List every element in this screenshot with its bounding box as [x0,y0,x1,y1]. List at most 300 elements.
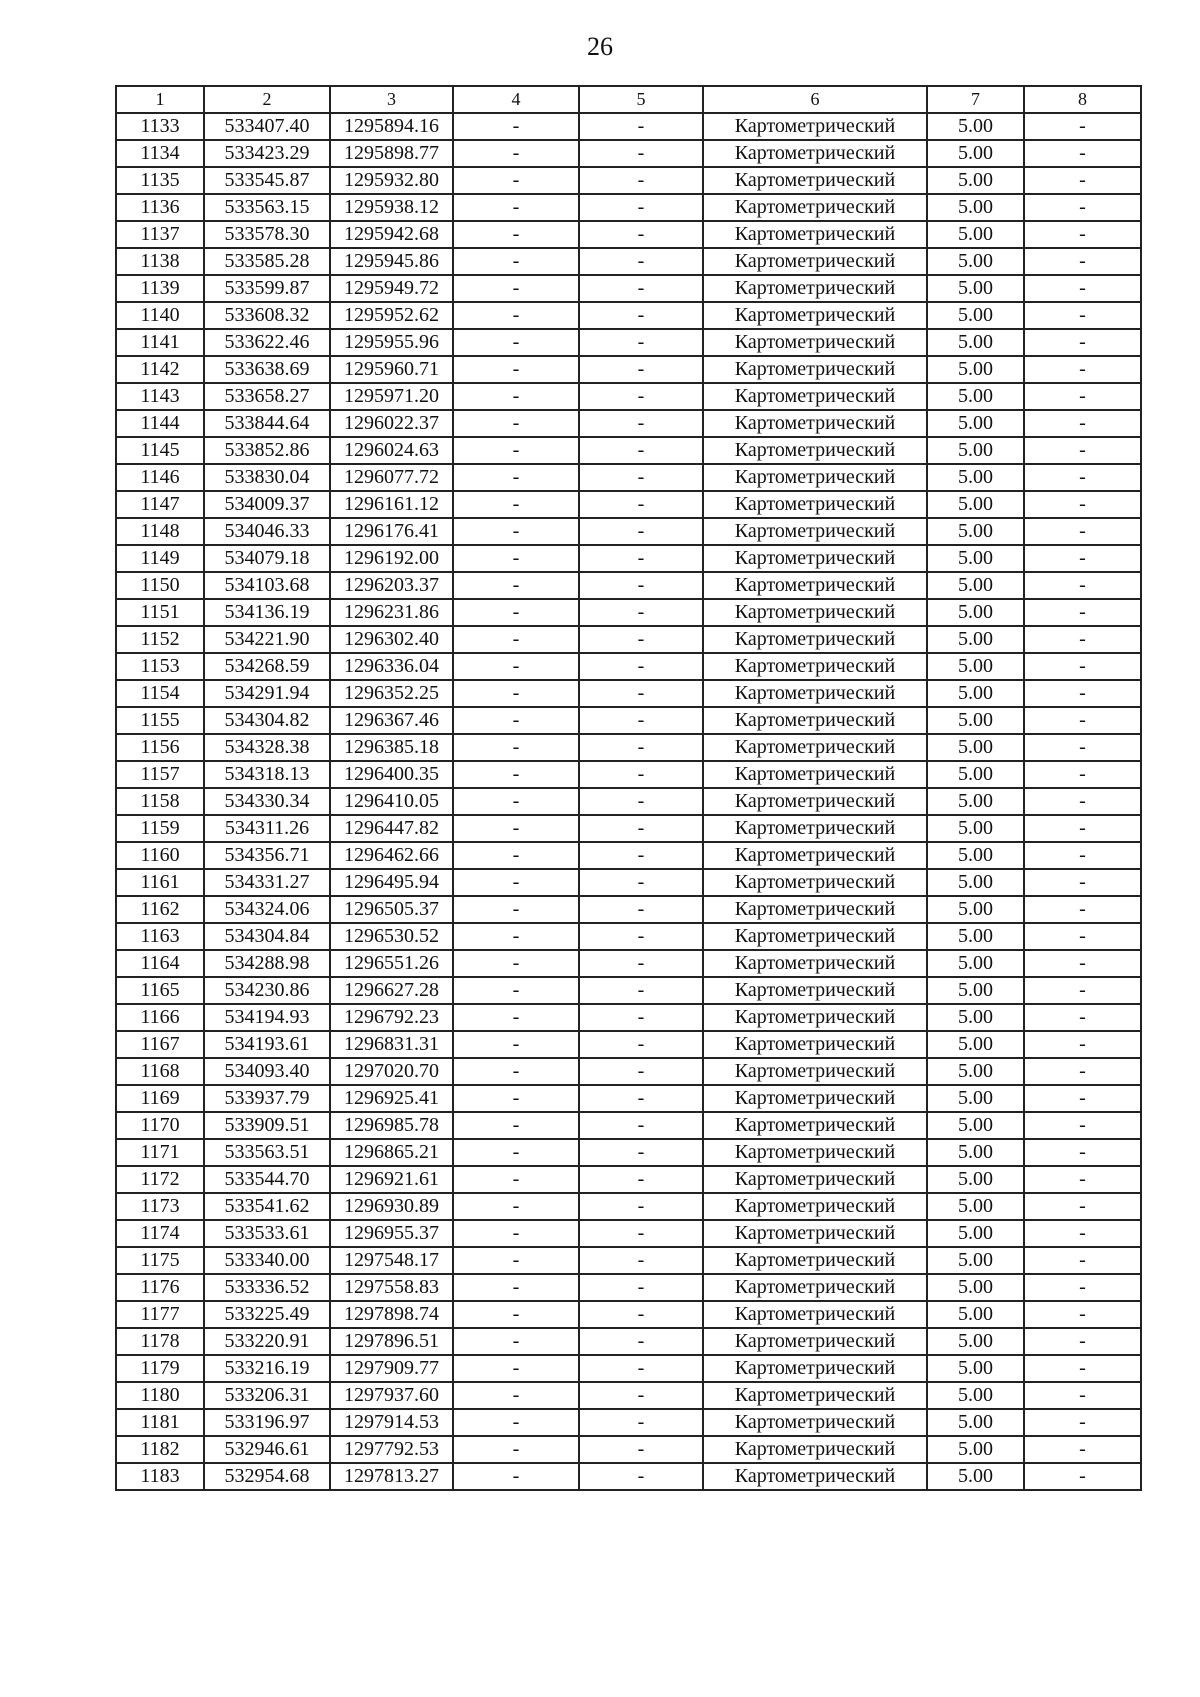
accuracy-cell: 5.00 [927,383,1024,410]
y-coordinate-cell: 1297813.27 [330,1463,453,1490]
column-header-4: 4 [453,86,579,113]
col-4-value-cell: - [453,1058,579,1085]
x-coordinate-cell: 533541.62 [204,1193,330,1220]
col-4-value-cell: - [453,680,579,707]
col-8-value-cell: - [1024,788,1141,815]
accuracy-cell: 5.00 [927,1004,1024,1031]
method-cell: Картометрический [703,167,927,194]
col-5-value-cell: - [579,518,703,545]
accuracy-cell: 5.00 [927,491,1024,518]
point-number-cell: 1156 [116,734,204,761]
x-coordinate-cell: 533909.51 [204,1112,330,1139]
col-4-value-cell: - [453,329,579,356]
y-coordinate-cell: 1295971.20 [330,383,453,410]
x-coordinate-cell: 533407.40 [204,113,330,140]
point-number-cell: 1141 [116,329,204,356]
col-4-value-cell: - [453,1382,579,1409]
accuracy-cell: 5.00 [927,1355,1024,1382]
x-coordinate-cell: 533563.51 [204,1139,330,1166]
y-coordinate-cell: 1296921.61 [330,1166,453,1193]
y-coordinate-cell: 1295894.16 [330,113,453,140]
accuracy-cell: 5.00 [927,1085,1024,1112]
col-5-value-cell: - [579,1274,703,1301]
table-row [116,356,1141,383]
y-coordinate-cell: 1295938.12 [330,194,453,221]
col-5-value-cell: - [579,1220,703,1247]
table-row [116,275,1141,302]
table-row [116,599,1141,626]
table-row [116,869,1141,896]
method-cell: Картометрический [703,113,927,140]
accuracy-cell: 5.00 [927,734,1024,761]
table-row [116,707,1141,734]
table-row [116,113,1141,140]
col-4-value-cell: - [453,626,579,653]
method-cell: Картометрический [703,653,927,680]
method-cell: Картометрический [703,599,927,626]
col-8-value-cell: - [1024,302,1141,329]
col-5-value-cell: - [579,815,703,842]
y-coordinate-cell: 1296551.26 [330,950,453,977]
col-8-value-cell: - [1024,275,1141,302]
col-8-value-cell: - [1024,518,1141,545]
point-number-cell: 1168 [116,1058,204,1085]
col-8-value-cell: - [1024,491,1141,518]
point-number-cell: 1152 [116,626,204,653]
accuracy-cell: 5.00 [927,1463,1024,1490]
point-number-cell: 1139 [116,275,204,302]
x-coordinate-cell: 534328.38 [204,734,330,761]
accuracy-cell: 5.00 [927,113,1024,140]
col-4-value-cell: - [453,1166,579,1193]
method-cell: Картометрический [703,437,927,464]
x-coordinate-cell: 534103.68 [204,572,330,599]
col-5-value-cell: - [579,1382,703,1409]
y-coordinate-cell: 1297896.51 [330,1328,453,1355]
y-coordinate-cell: 1297937.60 [330,1382,453,1409]
table-row [116,1112,1141,1139]
col-5-value-cell: - [579,302,703,329]
y-coordinate-cell: 1296865.21 [330,1139,453,1166]
col-5-value-cell: - [579,599,703,626]
col-4-value-cell: - [453,1436,579,1463]
accuracy-cell: 5.00 [927,1382,1024,1409]
col-5-value-cell: - [579,1085,703,1112]
table-row [116,1058,1141,1085]
col-8-value-cell: - [1024,1220,1141,1247]
col-8-value-cell: - [1024,464,1141,491]
col-4-value-cell: - [453,464,579,491]
table-row [116,572,1141,599]
accuracy-cell: 5.00 [927,896,1024,923]
y-coordinate-cell: 1295952.62 [330,302,453,329]
col-5-value-cell: - [579,1004,703,1031]
accuracy-cell: 5.00 [927,1409,1024,1436]
col-5-value-cell: - [579,329,703,356]
x-coordinate-cell: 534079.18 [204,545,330,572]
col-4-value-cell: - [453,1085,579,1112]
accuracy-cell: 5.00 [927,410,1024,437]
y-coordinate-cell: 1295898.77 [330,140,453,167]
y-coordinate-cell: 1296161.12 [330,491,453,518]
accuracy-cell: 5.00 [927,977,1024,1004]
accuracy-cell: 5.00 [927,1031,1024,1058]
method-cell: Картометрический [703,923,927,950]
table-row [116,1409,1141,1436]
y-coordinate-cell: 1296462.66 [330,842,453,869]
col-4-value-cell: - [453,734,579,761]
x-coordinate-cell: 533544.70 [204,1166,330,1193]
method-cell: Картометрический [703,1193,927,1220]
x-coordinate-cell: 533423.29 [204,140,330,167]
table-row [116,950,1141,977]
table-row [116,653,1141,680]
x-coordinate-cell: 534311.26 [204,815,330,842]
y-coordinate-cell: 1296831.31 [330,1031,453,1058]
table-row [116,248,1141,275]
table-row [116,410,1141,437]
point-number-cell: 1178 [116,1328,204,1355]
point-number-cell: 1176 [116,1274,204,1301]
col-8-value-cell: - [1024,1274,1141,1301]
x-coordinate-cell: 533585.28 [204,248,330,275]
accuracy-cell: 5.00 [927,1328,1024,1355]
table-row [116,518,1141,545]
col-8-value-cell: - [1024,113,1141,140]
method-cell: Картометрический [703,1409,927,1436]
point-number-cell: 1169 [116,1085,204,1112]
point-number-cell: 1158 [116,788,204,815]
col-8-value-cell: - [1024,923,1141,950]
y-coordinate-cell: 1297909.77 [330,1355,453,1382]
col-8-value-cell: - [1024,977,1141,1004]
method-cell: Картометрический [703,1220,927,1247]
x-coordinate-cell: 533937.79 [204,1085,330,1112]
accuracy-cell: 5.00 [927,653,1024,680]
col-4-value-cell: - [453,1409,579,1436]
table-row [116,896,1141,923]
column-header-2: 2 [204,86,330,113]
x-coordinate-cell: 533844.64 [204,410,330,437]
x-coordinate-cell: 534268.59 [204,653,330,680]
col-5-value-cell: - [579,761,703,788]
y-coordinate-cell: 1295942.68 [330,221,453,248]
point-number-cell: 1145 [116,437,204,464]
col-4-value-cell: - [453,275,579,302]
y-coordinate-cell: 1296505.37 [330,896,453,923]
col-8-value-cell: - [1024,842,1141,869]
col-4-value-cell: - [453,1112,579,1139]
y-coordinate-cell: 1296400.35 [330,761,453,788]
col-8-value-cell: - [1024,1247,1141,1274]
table-row [116,1031,1141,1058]
x-coordinate-cell: 534288.98 [204,950,330,977]
col-8-value-cell: - [1024,1112,1141,1139]
accuracy-cell: 5.00 [927,545,1024,572]
accuracy-cell: 5.00 [927,437,1024,464]
x-coordinate-cell: 533622.46 [204,329,330,356]
y-coordinate-cell: 1296955.37 [330,1220,453,1247]
col-8-value-cell: - [1024,545,1141,572]
table-row [116,329,1141,356]
method-cell: Картометрический [703,1166,927,1193]
method-cell: Картометрический [703,1058,927,1085]
x-coordinate-cell: 533336.52 [204,1274,330,1301]
col-5-value-cell: - [579,788,703,815]
method-cell: Картометрический [703,950,927,977]
col-8-value-cell: - [1024,869,1141,896]
column-header-7: 7 [927,86,1024,113]
x-coordinate-cell: 534330.34 [204,788,330,815]
point-number-cell: 1155 [116,707,204,734]
col-5-value-cell: - [579,572,703,599]
point-number-cell: 1165 [116,977,204,1004]
point-number-cell: 1182 [116,1436,204,1463]
method-cell: Картометрический [703,1112,927,1139]
col-4-value-cell: - [453,761,579,788]
col-5-value-cell: - [579,842,703,869]
method-cell: Картометрический [703,1301,927,1328]
method-cell: Картометрический [703,977,927,1004]
x-coordinate-cell: 533206.31 [204,1382,330,1409]
y-coordinate-cell: 1295945.86 [330,248,453,275]
col-5-value-cell: - [579,1193,703,1220]
col-5-value-cell: - [579,167,703,194]
point-number-cell: 1144 [116,410,204,437]
point-number-cell: 1160 [116,842,204,869]
x-coordinate-cell: 533658.27 [204,383,330,410]
table-header [116,86,1141,113]
accuracy-cell: 5.00 [927,329,1024,356]
accuracy-cell: 5.00 [927,302,1024,329]
accuracy-cell: 5.00 [927,1193,1024,1220]
accuracy-cell: 5.00 [927,1220,1024,1247]
accuracy-cell: 5.00 [927,518,1024,545]
col-4-value-cell: - [453,842,579,869]
point-number-cell: 1174 [116,1220,204,1247]
accuracy-cell: 5.00 [927,626,1024,653]
col-4-value-cell: - [453,545,579,572]
col-5-value-cell: - [579,1355,703,1382]
point-number-cell: 1170 [116,1112,204,1139]
col-8-value-cell: - [1024,383,1141,410]
table-row [116,1382,1141,1409]
col-5-value-cell: - [579,113,703,140]
table-row [116,842,1141,869]
point-number-cell: 1134 [116,140,204,167]
method-cell: Картометрический [703,410,927,437]
accuracy-cell: 5.00 [927,707,1024,734]
col-8-value-cell: - [1024,1085,1141,1112]
column-header-5: 5 [579,86,703,113]
x-coordinate-cell: 533830.04 [204,464,330,491]
header-row [116,86,1141,113]
method-cell: Картометрический [703,275,927,302]
point-number-cell: 1153 [116,653,204,680]
x-coordinate-cell: 534318.13 [204,761,330,788]
col-8-value-cell: - [1024,950,1141,977]
col-5-value-cell: - [579,1301,703,1328]
x-coordinate-cell: 533225.49 [204,1301,330,1328]
table-row [116,194,1141,221]
col-5-value-cell: - [579,437,703,464]
col-4-value-cell: - [453,1274,579,1301]
accuracy-cell: 5.00 [927,167,1024,194]
table-row [116,1085,1141,1112]
y-coordinate-cell: 1296627.28 [330,977,453,1004]
x-coordinate-cell: 533216.19 [204,1355,330,1382]
method-cell: Картометрический [703,194,927,221]
col-8-value-cell: - [1024,599,1141,626]
point-number-cell: 1138 [116,248,204,275]
accuracy-cell: 5.00 [927,221,1024,248]
accuracy-cell: 5.00 [927,1166,1024,1193]
point-number-cell: 1175 [116,1247,204,1274]
table-row [116,1328,1141,1355]
x-coordinate-cell: 534009.37 [204,491,330,518]
col-8-value-cell: - [1024,1436,1141,1463]
accuracy-cell: 5.00 [927,1301,1024,1328]
point-number-cell: 1151 [116,599,204,626]
method-cell: Картометрический [703,572,927,599]
method-cell: Картометрический [703,383,927,410]
x-coordinate-cell: 534093.40 [204,1058,330,1085]
y-coordinate-cell: 1296530.52 [330,923,453,950]
table-row [116,1139,1141,1166]
table-row [116,491,1141,518]
point-number-cell: 1181 [116,1409,204,1436]
method-cell: Картометрический [703,1004,927,1031]
x-coordinate-cell: 533340.00 [204,1247,330,1274]
accuracy-cell: 5.00 [927,140,1024,167]
col-5-value-cell: - [579,1247,703,1274]
table-row [116,761,1141,788]
col-8-value-cell: - [1024,167,1141,194]
table-row [116,734,1141,761]
y-coordinate-cell: 1296077.72 [330,464,453,491]
point-number-cell: 1133 [116,113,204,140]
col-4-value-cell: - [453,356,579,383]
col-5-value-cell: - [579,734,703,761]
col-4-value-cell: - [453,1031,579,1058]
col-8-value-cell: - [1024,680,1141,707]
method-cell: Картометрический [703,761,927,788]
table-body [116,113,1141,1490]
table-row [116,545,1141,572]
x-coordinate-cell: 533852.86 [204,437,330,464]
x-coordinate-cell: 533578.30 [204,221,330,248]
col-4-value-cell: - [453,383,579,410]
col-5-value-cell: - [579,356,703,383]
accuracy-cell: 5.00 [927,815,1024,842]
coordinates-table [115,85,1142,1491]
table-row [116,1301,1141,1328]
col-8-value-cell: - [1024,1004,1141,1031]
col-8-value-cell: - [1024,437,1141,464]
method-cell: Картометрический [703,707,927,734]
col-8-value-cell: - [1024,329,1141,356]
col-5-value-cell: - [579,977,703,1004]
table-row [116,1463,1141,1490]
y-coordinate-cell: 1296192.00 [330,545,453,572]
y-coordinate-cell: 1297898.74 [330,1301,453,1328]
point-number-cell: 1161 [116,869,204,896]
col-4-value-cell: - [453,1193,579,1220]
col-8-value-cell: - [1024,410,1141,437]
x-coordinate-cell: 533608.32 [204,302,330,329]
point-number-cell: 1154 [116,680,204,707]
y-coordinate-cell: 1296367.46 [330,707,453,734]
col-5-value-cell: - [579,383,703,410]
accuracy-cell: 5.00 [927,194,1024,221]
x-coordinate-cell: 534291.94 [204,680,330,707]
y-coordinate-cell: 1295960.71 [330,356,453,383]
y-coordinate-cell: 1296985.78 [330,1112,453,1139]
method-cell: Картометрический [703,1139,927,1166]
col-5-value-cell: - [579,1463,703,1490]
accuracy-cell: 5.00 [927,950,1024,977]
table-row [116,1220,1141,1247]
col-5-value-cell: - [579,626,703,653]
col-4-value-cell: - [453,896,579,923]
point-number-cell: 1147 [116,491,204,518]
col-5-value-cell: - [579,950,703,977]
method-cell: Картометрический [703,248,927,275]
table-row [116,383,1141,410]
col-4-value-cell: - [453,653,579,680]
col-4-value-cell: - [453,1220,579,1247]
table-row [116,140,1141,167]
col-4-value-cell: - [453,815,579,842]
point-number-cell: 1166 [116,1004,204,1031]
col-4-value-cell: - [453,1301,579,1328]
y-coordinate-cell: 1296336.04 [330,653,453,680]
table-row [116,302,1141,329]
y-coordinate-cell: 1296930.89 [330,1193,453,1220]
col-5-value-cell: - [579,1031,703,1058]
column-header-8: 8 [1024,86,1141,113]
col-5-value-cell: - [579,1166,703,1193]
col-5-value-cell: - [579,221,703,248]
col-4-value-cell: - [453,491,579,518]
column-header-1: 1 [116,86,204,113]
method-cell: Картометрический [703,1382,927,1409]
accuracy-cell: 5.00 [927,275,1024,302]
col-4-value-cell: - [453,167,579,194]
y-coordinate-cell: 1295949.72 [330,275,453,302]
accuracy-cell: 5.00 [927,680,1024,707]
col-4-value-cell: - [453,1463,579,1490]
y-coordinate-cell: 1296352.25 [330,680,453,707]
point-number-cell: 1172 [116,1166,204,1193]
table-row [116,1274,1141,1301]
table-row [116,680,1141,707]
method-cell: Картометрический [703,140,927,167]
x-coordinate-cell: 533599.87 [204,275,330,302]
method-cell: Картометрический [703,1463,927,1490]
method-cell: Картометрический [703,491,927,518]
col-5-value-cell: - [579,410,703,437]
y-coordinate-cell: 1296447.82 [330,815,453,842]
point-number-cell: 1143 [116,383,204,410]
point-number-cell: 1171 [116,1139,204,1166]
method-cell: Картометрический [703,221,927,248]
y-coordinate-cell: 1296792.23 [330,1004,453,1031]
y-coordinate-cell: 1297792.53 [330,1436,453,1463]
accuracy-cell: 5.00 [927,599,1024,626]
col-5-value-cell: - [579,491,703,518]
point-number-cell: 1167 [116,1031,204,1058]
